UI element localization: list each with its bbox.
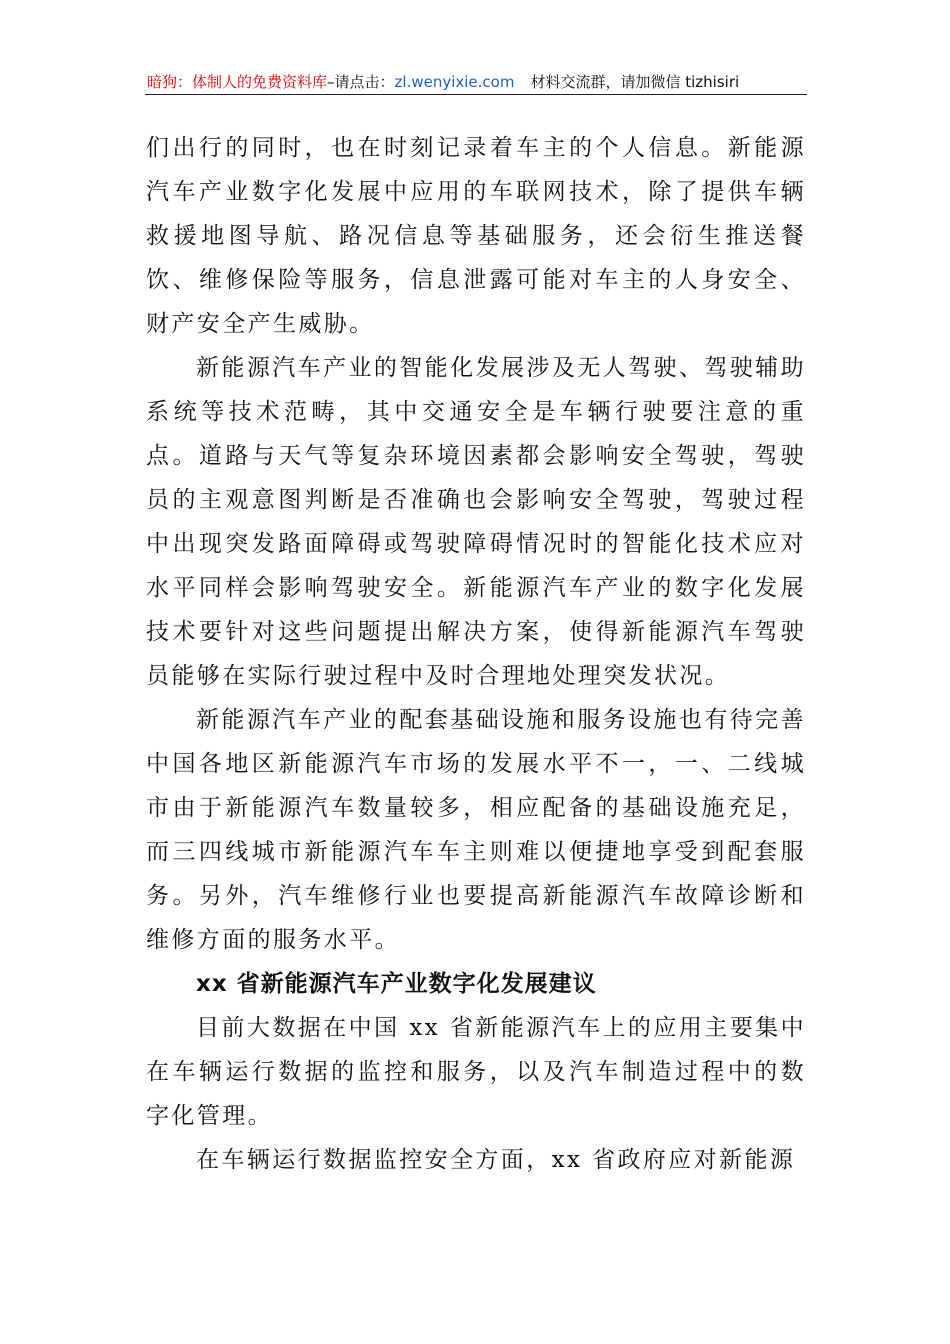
section-heading: xx 省新能源汽车产业数字化发展建议 [196, 971, 597, 997]
document-body [146, 126, 806, 1182]
header-click-prompt: –请点击： [327, 73, 395, 91]
body-paragraph: 们出行的同时，也在时刻记录着车主的个人信息。新能源汽车产业数字化发展中应用的车联网技术，除了提供车辆救援地图导航、路况信息等基础服务，还会衍生推送餐饮、维修保险等服务，信息泄露可能对车主的人身安全、财产安全产生威胁。 [146, 135, 806, 337]
body-paragraph: 新能源汽车产业的智能化发展涉及无人驾驶、驾驶辅助系统等技术范畴，其中交通安全是车辆行驶要注意的重点。道路与天气等复杂环境因素都会影响安全驾驶，驾驶员的主观意图判断是否准确也会影响安全驾驶，驾驶过程中出现突发路面障碍或驾驶障碍情况时的智能化技术应对水平同样会影响驾驶安全。新能源汽车产业的数字化发展技术要针对这些问题提出解决方案，使得新能源汽车驾驶员能够在实际行驶过程中及时合理地处理突发状况。 [146, 355, 806, 689]
body-paragraph: 在车辆运行数据监控安全方面，xx 省政府应对新能源 [196, 1147, 796, 1173]
header-site-name: 暗狗：体制人的免费资料库 [147, 73, 328, 91]
body-paragraph: 目前大数据在中国 xx 省新能源汽车上的应用主要集中在车辆运行数据的监控和服务，以及汽车制造过程中的数字化管理。 [146, 1015, 806, 1129]
header-contact: 材料交流群，请加微信 tizhisiri [530, 73, 740, 91]
body-paragraph: 新能源汽车产业的配套基础设施和服务设施也有待完善中国各地区新能源汽车市场的发展水平不一，一、二线城市由于新能源汽车数量较多，相应配备的基础设施充足，而三四线城市新能源汽车车主则难以便捷地享受到配套服务。另外，汽车维修行业也要提高新能源汽车故障诊断和维修方面的服务水平。 [146, 707, 806, 953]
page-header [147, 70, 805, 94]
header-link[interactable]: zl.wenyixie.com [394, 73, 515, 91]
header-divider [145, 94, 807, 95]
